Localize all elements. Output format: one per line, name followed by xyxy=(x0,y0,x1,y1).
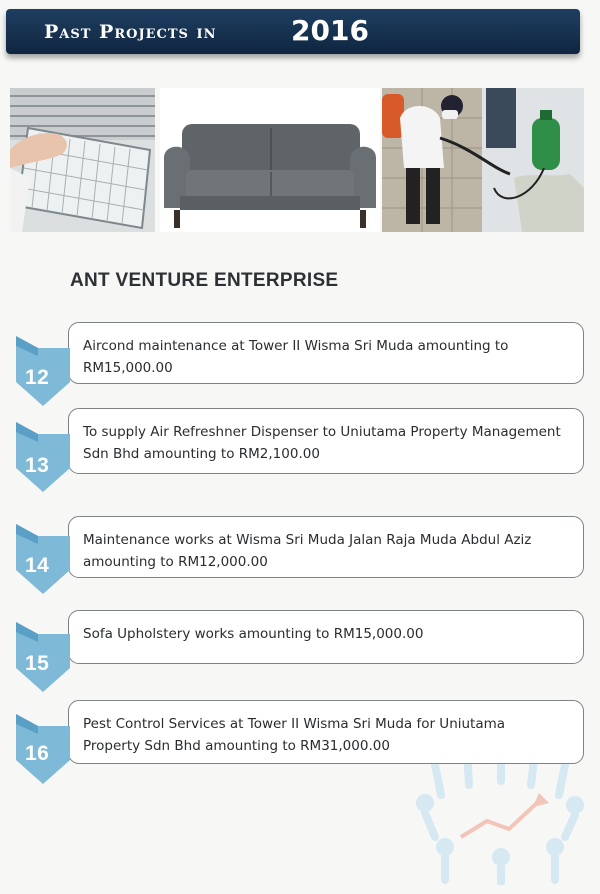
project-number: 16 xyxy=(25,742,50,765)
project-text-line1: Pest Control Services at Tower II Wisma Sri Muda for Uniutama xyxy=(83,716,506,732)
pest-control-photo xyxy=(382,88,584,232)
project-text-line2: amounting to RM12,000.00 xyxy=(83,554,268,570)
title-banner xyxy=(6,9,580,54)
project-text-line1: To supply Air Refreshner Dispenser to Uniutama Property Management xyxy=(83,424,561,440)
project-text-line2: Property Sdn Bhd amounting to RM31,000.00 xyxy=(83,738,390,754)
project-text-line2: Sdn Bhd amounting to RM2,100.00 xyxy=(83,446,320,462)
project-text-line1: Sofa Upholstery works amounting to RM15,000.00 xyxy=(83,626,424,642)
company-heading: ANT VENTURE ENTERPRISE xyxy=(70,270,339,291)
project-number: 13 xyxy=(25,454,50,477)
project-number: 14 xyxy=(25,554,50,577)
project-card xyxy=(68,700,584,764)
page-title: Past Projects in xyxy=(44,21,217,43)
grey-sofa-photo xyxy=(160,88,380,232)
project-text-line1: Aircond maintenance at Tower II Wisma Sri Muda amounting to xyxy=(83,338,509,354)
project-card xyxy=(68,408,584,474)
project-card xyxy=(68,610,584,664)
project-text-line1: Maintenance works at Wisma Sri Muda Jalan Raja Muda Abdul Aziz xyxy=(83,532,532,548)
project-number: 15 xyxy=(25,652,50,675)
aircond-filter-photo xyxy=(10,88,155,232)
page-year: 2016 xyxy=(291,14,369,47)
project-card xyxy=(68,516,584,578)
project-text-line2: RM15,000.00 xyxy=(83,360,173,376)
project-number: 12 xyxy=(25,366,50,389)
project-card xyxy=(68,322,584,384)
